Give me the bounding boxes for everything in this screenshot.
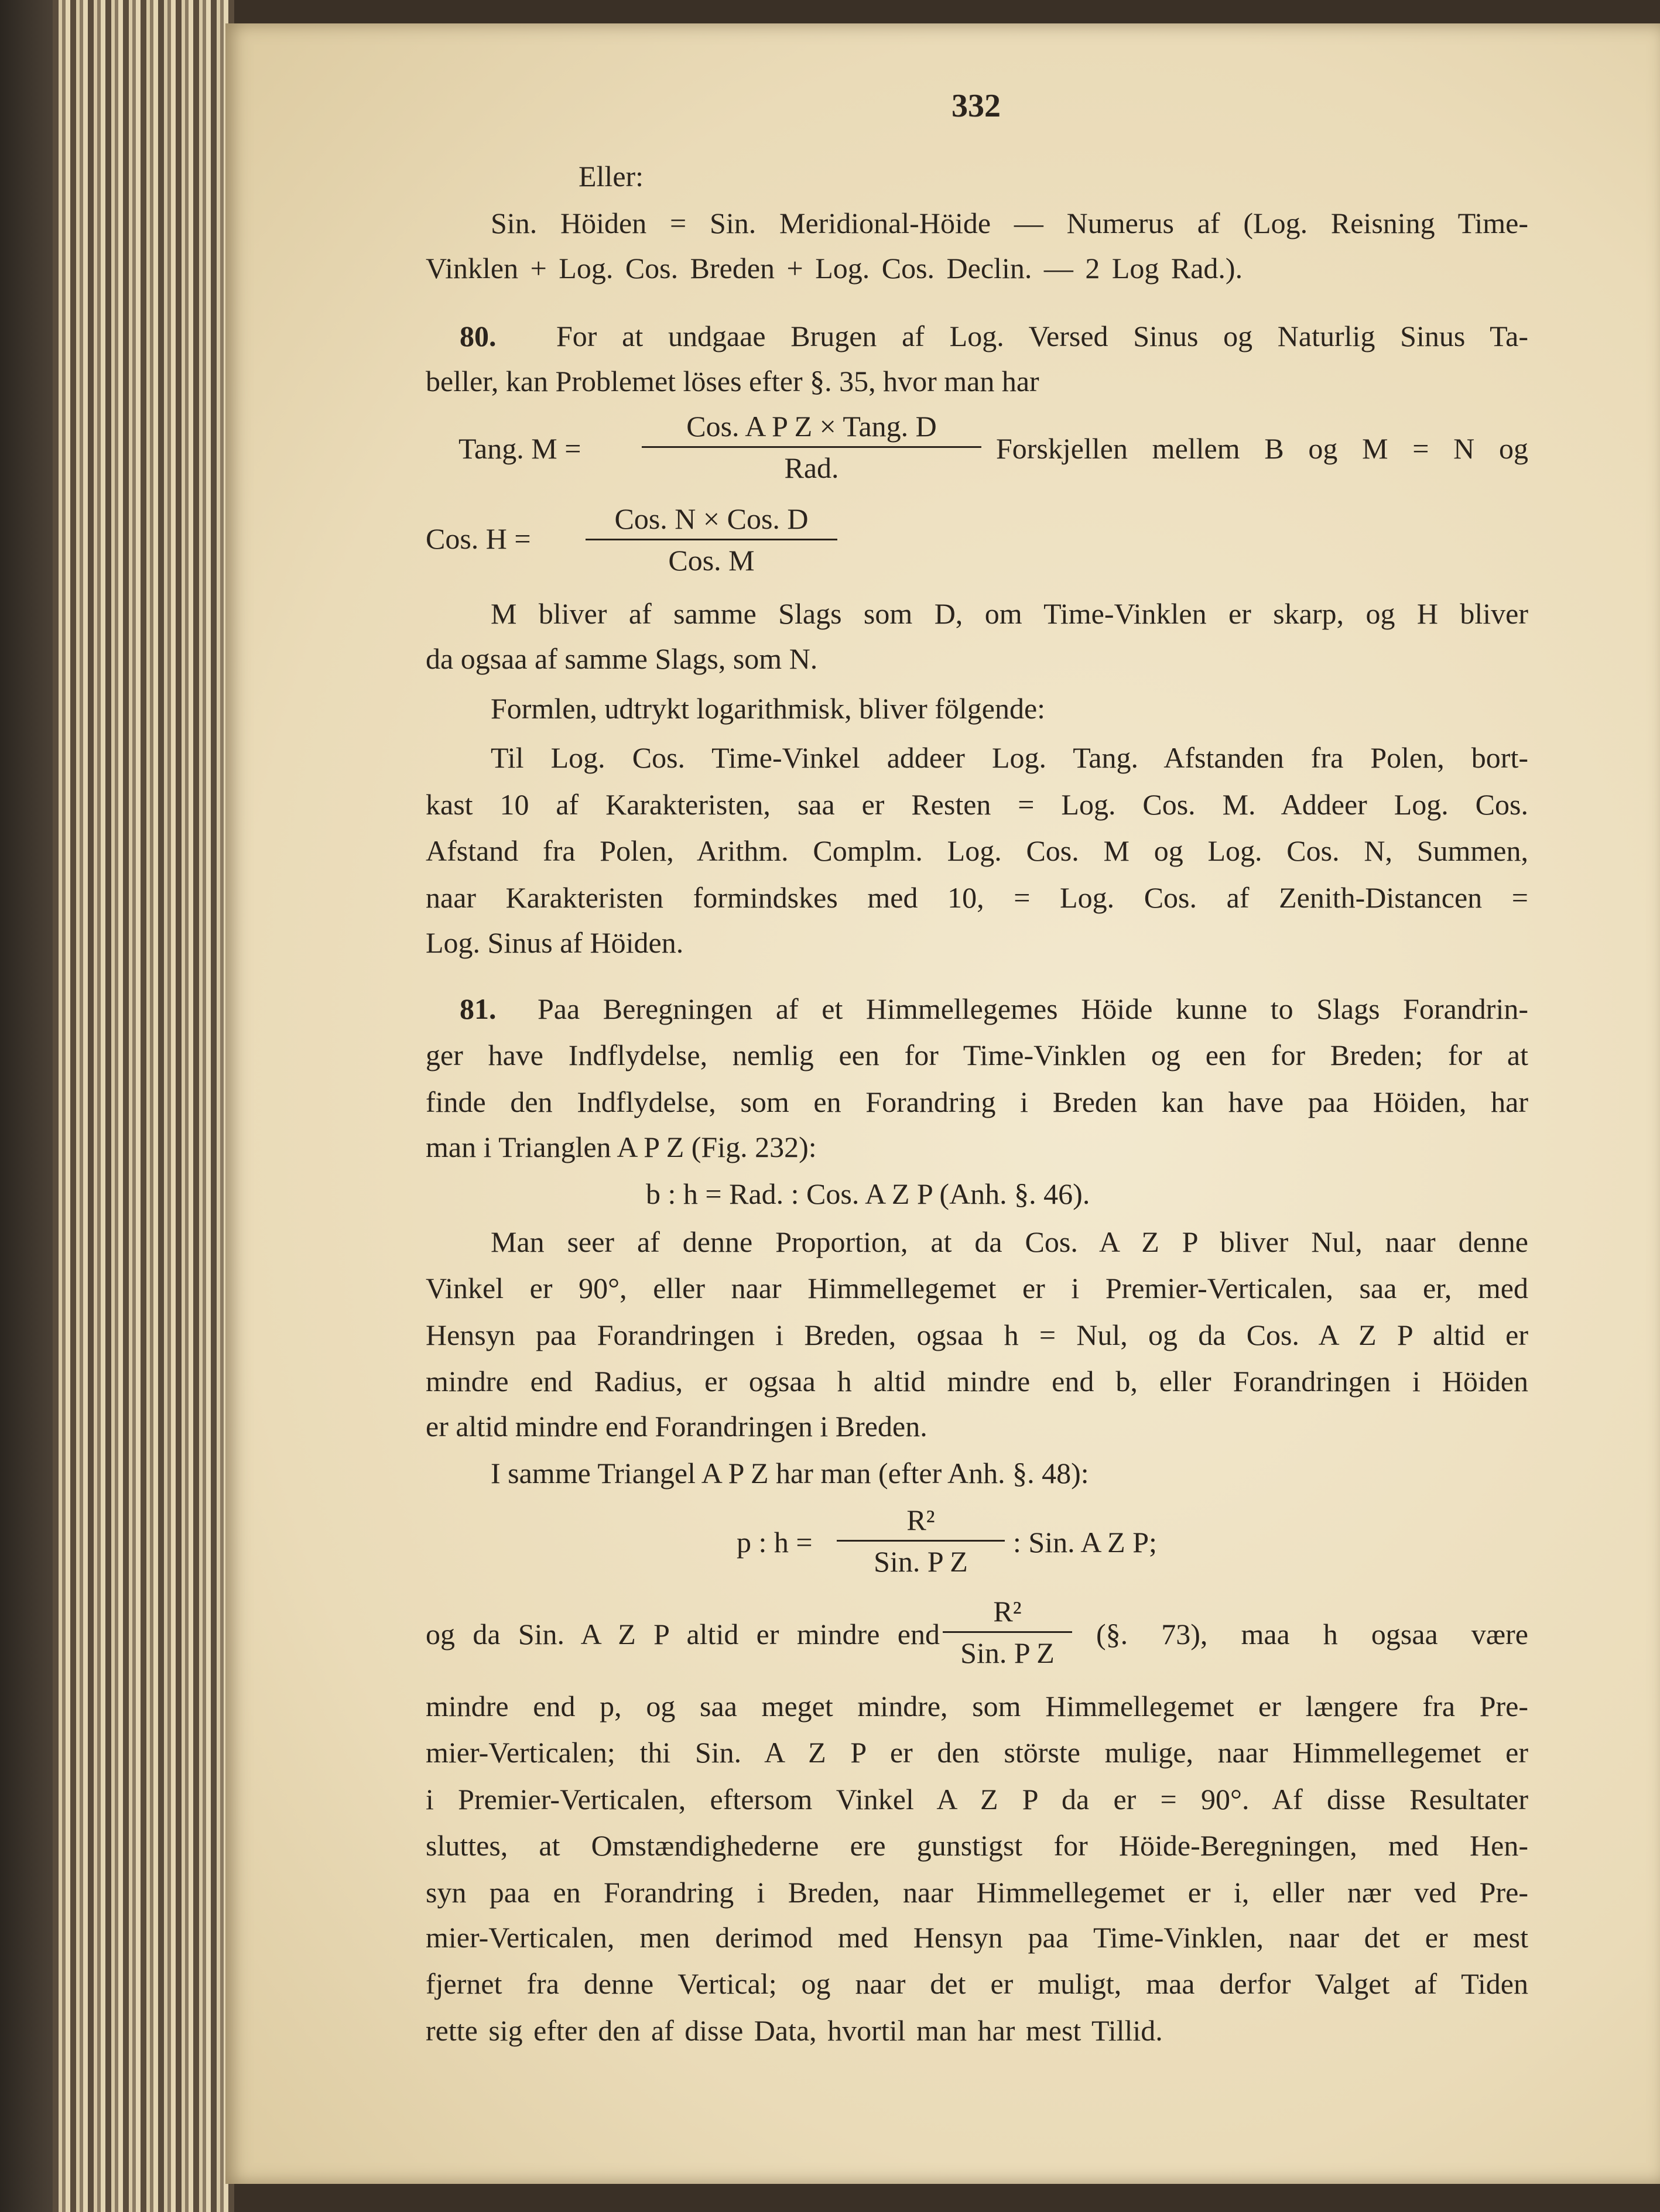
fraction-cos-h (586, 501, 837, 578)
fraction-r2-sin-pz (943, 1594, 1072, 1670)
text-line: og da Sin. A Z P altid er mindre end (426, 1618, 940, 1651)
text-line: naar Karakteristen formindskes med 10, = Log. Cos. af Zenith-Distancen = (426, 881, 1528, 914)
text-line: syn paa en Forandring i Breden, naar Himmellegemet er i, eller nær ved Pre- (426, 1876, 1528, 1909)
numerator: R² (906, 1504, 935, 1536)
text-line: er altid mindre end Forandringen i Breden. (426, 1410, 927, 1443)
formula-lhs: Tang. M = (458, 432, 581, 465)
text-line: Man seer af denne Proportion, at da Cos. A Z P bliver Nul, naar denne (491, 1225, 1528, 1258)
fraction-bar (837, 1540, 1005, 1542)
text-line: (§. 73), maa h ogsaa være (1096, 1618, 1528, 1651)
text-line: mindre end p, og saa meget mindre, som Himmellegemet er længere fra Pre- (426, 1690, 1528, 1723)
text-line: beller, kan Problemet löses efter §. 35, hvor man har (426, 365, 1039, 398)
formula-rhs: : Sin. A Z P; (1013, 1526, 1157, 1559)
eller-label: Eller: (579, 160, 644, 193)
fraction-tang-m (642, 409, 981, 485)
text-line: fjernet fra denne Vertical; og naar det er muligt, maa derfor Valget af Tiden (426, 1967, 1528, 2000)
text-line: Formlen, udtrykt logarithmisk, bliver fölgende: (491, 692, 1046, 725)
text-line: kast 10 af Karakteristen, saa er Resten = Log. Cos. M. Addeer Log. Cos. (426, 788, 1528, 821)
text-line: I samme Triangel A P Z har man (efter Anh. §. 48): (491, 1457, 1089, 1489)
numerator: Cos. A P Z × Tang. D (686, 410, 937, 443)
section-number-81: 81. (460, 992, 497, 1025)
page-number: 332 (951, 88, 1001, 124)
denominator: Rad. (784, 451, 839, 484)
text-line: mier-Verticalen; thi Sin. A Z P er den störste mulige, naar Himmellegemet er (426, 1736, 1528, 1769)
fraction-bar (586, 539, 837, 540)
formula-line: Vinklen + Log. Cos. Breden + Log. Cos. Declin. — 2 Log Rad.). (426, 252, 1243, 285)
text-line: Til Log. Cos. Time-Vinkel addeer Log. Tang. Afstanden fra Polen, bort- (491, 741, 1528, 774)
numerator: Cos. N × Cos. D (614, 502, 809, 535)
text-line: ger have Indflydelse, nemlig een for Time-Vinklen og een for Breden; for at (426, 1039, 1528, 1071)
denominator: Sin. P Z (874, 1545, 968, 1578)
text-line: finde den Indflydelse, som en Forandring i Breden kan have paa Höiden, har (426, 1086, 1528, 1118)
text-line: Log. Sinus af Höiden. (426, 926, 684, 959)
book-cover-edge (0, 0, 53, 2212)
proportion-formula: b : h = Rad. : Cos. A Z P (Anh. §. 46). (646, 1177, 1090, 1210)
fraction-bar (943, 1631, 1072, 1633)
formula-line: Sin. Höiden = Sin. Meridional-Höide — Numerus af (Log. Reisning Time- (491, 207, 1528, 239)
formula-lhs: p : h = (737, 1526, 813, 1559)
text-line: man i Trianglen A P Z (Fig. 232): (426, 1131, 817, 1163)
fraction-p-h (837, 1502, 1005, 1579)
denominator: Cos. M (668, 544, 755, 577)
text-line: For at undgaae Brugen af Log. Versed Sinus og Naturlig Sinus Ta- (556, 320, 1528, 352)
section-number-80: 80. (460, 320, 497, 352)
text-line: rette sig efter den af disse Data, hvortil man har mest Tillid. (426, 2014, 1163, 2047)
fraction-bar (642, 446, 981, 448)
text-line: Hensyn paa Forandringen i Breden, ogsaa h = Nul, og da Cos. A Z P altid er (426, 1319, 1528, 1351)
text-line: Paa Beregningen af et Himmellegemes Höide kunne to Slags Forandrin- (538, 992, 1528, 1025)
numerator: R² (993, 1595, 1022, 1628)
text-line: sluttes, at Omstændighederne ere gunstigst for Höide-Beregningen, med Hen- (426, 1829, 1528, 1862)
formula-lhs: Cos. H = (426, 522, 531, 555)
text-line: Forskjellen mellem B og M = N og (996, 432, 1528, 465)
text-line: da ogsaa af samme Slags, som N. (426, 642, 818, 675)
text-line: Vinkel er 90°, eller naar Himmellegemet er i Premier-Verticalen, saa er, med (426, 1272, 1528, 1304)
text-line: mier-Verticalen, men derimod med Hensyn paa Time-Vinklen, naar det er mest (426, 1921, 1528, 1954)
text-line: mindre end Radius, er ogsaa h altid mindre end b, eller Forandringen i Höiden (426, 1365, 1528, 1398)
text-line: M bliver af samme Slags som D, om Time-Vinklen er skarp, og H bliver (491, 597, 1528, 630)
text-line: Afstand fra Polen, Arithm. Complm. Log. Cos. M og Log. Cos. N, Summen, (426, 834, 1528, 867)
text-line: i Premier-Verticalen, eftersom Vinkel A Z P da er = 90°. Af disse Resultater (426, 1783, 1528, 1816)
denominator: Sin. P Z (960, 1636, 1055, 1669)
